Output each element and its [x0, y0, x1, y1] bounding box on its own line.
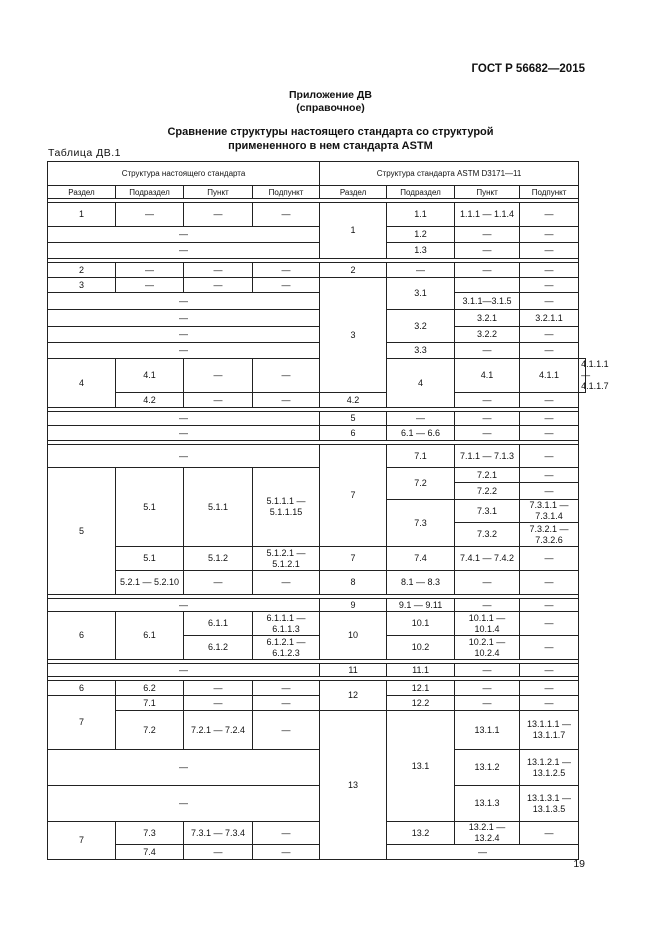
- table-cell: 7.3.1 — 7.3.4: [184, 822, 253, 845]
- table-cell: 7.1: [387, 445, 455, 468]
- table-row: [48, 599, 586, 612]
- table-cell: 8.1 — 8.3: [387, 571, 455, 595]
- table-cell: —: [520, 681, 579, 696]
- table-cell: —: [387, 845, 579, 860]
- table-cell: 6.1 — 6.6: [387, 426, 455, 441]
- table-cell: 4.1: [455, 359, 520, 393]
- standard-id: ГОСТ Р 56682—2015: [471, 63, 585, 75]
- table-row: [48, 750, 586, 786]
- table-cell: 7: [48, 696, 116, 750]
- table-cell: 13.1: [387, 711, 455, 822]
- column-header: Пункт: [184, 186, 253, 199]
- table-cell: —: [48, 327, 320, 343]
- table-cell: —: [520, 393, 579, 408]
- table-cell: 13.1.2.1 — 13.1.2.5: [520, 750, 579, 786]
- table-row: [48, 664, 586, 677]
- table-cell: —: [48, 243, 320, 259]
- table-row: [48, 227, 586, 243]
- table-cell: 7.1.1 — 7.1.3: [455, 445, 520, 468]
- table-cell: —: [520, 822, 579, 845]
- table-cell: —: [387, 412, 455, 426]
- table-cell: —: [253, 278, 320, 293]
- table-cell: 9.1 — 9.11: [387, 599, 455, 612]
- table-cell: —: [455, 426, 520, 441]
- table-row: [48, 681, 586, 696]
- table-cell: —: [184, 571, 253, 595]
- table-cell: —: [184, 393, 253, 408]
- table-cell: —: [520, 426, 579, 441]
- table-cell: —: [520, 547, 579, 571]
- table-row: [48, 393, 586, 408]
- table-cell: —: [387, 263, 455, 278]
- table-cell: —: [455, 664, 520, 677]
- table-cell: 6: [48, 612, 116, 660]
- table-cell: —: [48, 412, 320, 426]
- table-group-header: [48, 162, 586, 186]
- table-cell: —: [48, 786, 320, 822]
- table-cell: 4.1.1: [520, 359, 579, 393]
- table-cell: 3.2.1.1: [520, 310, 579, 327]
- table-cell: 3.2.2: [455, 327, 520, 343]
- table-cell: 6.2: [116, 681, 184, 696]
- table-cell: 8: [320, 571, 387, 595]
- table-cell: —: [520, 412, 579, 426]
- table-cell: 1.1: [387, 203, 455, 227]
- table-cell: 5.1: [116, 547, 184, 571]
- table-row: [48, 278, 586, 293]
- table-cell: 7.3.1.1 — 7.3.1.4: [520, 500, 579, 523]
- table-cell: 3.2: [387, 310, 455, 343]
- table-row: [48, 786, 586, 822]
- table-cell: 13.2: [387, 822, 455, 845]
- table-cell: —: [520, 263, 579, 278]
- table-cell: —: [184, 203, 253, 227]
- table-row: [48, 845, 586, 860]
- group-header-cell: Структура настоящего стандарта: [48, 162, 320, 186]
- table-cell: 13.1.1.1 — 13.1.1.7: [520, 711, 579, 750]
- table-cell: 10.1.1 — 10.1.4: [455, 612, 520, 636]
- table-cell: 11.1: [387, 664, 455, 677]
- appendix-type: (справочное): [296, 102, 365, 114]
- table-cell: 5.2.1 — 5.2.10: [116, 571, 184, 595]
- table-cell: 7.2: [387, 468, 455, 500]
- table-cell: 7.3.2.1 — 7.3.2.6: [520, 523, 579, 547]
- column-header: Подраздел: [387, 186, 455, 199]
- table-cell: 12.1: [387, 681, 455, 696]
- table-cell: 3.1.1—3.1.5: [455, 293, 520, 310]
- table-cell: 3: [48, 278, 116, 293]
- table-cell: 6: [48, 681, 116, 696]
- table-cell: —: [520, 203, 579, 227]
- table-cell: —: [455, 343, 520, 359]
- table-cell: 10: [320, 612, 387, 660]
- table-row: [48, 243, 586, 259]
- table-cell: 3.3: [387, 343, 455, 359]
- table-row: [48, 822, 586, 845]
- table-cell: —: [116, 278, 184, 293]
- table-row: [48, 445, 586, 468]
- table-cell: 1: [320, 203, 387, 259]
- table-cell: —: [520, 468, 579, 483]
- table-cell: —: [48, 599, 320, 612]
- table-cell: 6.1.2: [184, 636, 253, 660]
- table-cell: 13.1.2: [455, 750, 520, 786]
- table-cell: 3.2.1: [455, 310, 520, 327]
- column-header: Подпункт: [520, 186, 579, 199]
- table-cell: 4.1.1.1 — 4.1.1.7: [579, 359, 586, 393]
- table-cell: 12: [320, 681, 387, 711]
- table-cell: 10.2.1 — 10.2.4: [455, 636, 520, 660]
- table-row: [48, 696, 586, 711]
- table-cell: [455, 278, 520, 293]
- table-cell: 4.1: [116, 359, 184, 393]
- table-cell: 7.3: [116, 822, 184, 845]
- table-cell: —: [253, 263, 320, 278]
- table-cell: 6.1: [116, 612, 184, 660]
- table-cell: 7.4: [116, 845, 184, 860]
- table-cell: 7.2.2: [455, 483, 520, 500]
- table-row: [48, 426, 586, 441]
- table-cell: —: [520, 599, 579, 612]
- table-cell: —: [184, 263, 253, 278]
- table-cell: 7.3.1: [455, 500, 520, 523]
- table-cell: —: [520, 243, 579, 259]
- table-cell: —: [455, 571, 520, 595]
- table-cell: 12.2: [387, 696, 455, 711]
- table-cell: 4.2: [320, 393, 387, 408]
- table-cell: 5.1.1.1 — 5.1.1.15: [253, 468, 320, 547]
- table-cell: 4: [387, 359, 455, 408]
- table-cell: 6: [320, 426, 387, 441]
- table-cell: 9: [320, 599, 387, 612]
- table-cell: —: [455, 243, 520, 259]
- table-cell: —: [455, 696, 520, 711]
- table-cell: —: [520, 612, 579, 636]
- page-number: 19: [573, 858, 585, 870]
- table-cell: —: [520, 483, 579, 500]
- table-cell: 7.2: [116, 711, 184, 750]
- table-cell: —: [520, 445, 579, 468]
- table-cell: —: [184, 278, 253, 293]
- table-cell: —: [48, 426, 320, 441]
- table-cell: —: [253, 571, 320, 595]
- table-cell: 5.1.2.1 — 5.1.2.1: [253, 547, 320, 571]
- table-cell: 10.1: [387, 612, 455, 636]
- table-cell: 13.2.1 — 13.2.4: [455, 822, 520, 845]
- table-cell: —: [455, 393, 520, 408]
- table-cell: —: [253, 822, 320, 845]
- table-cell: —: [253, 711, 320, 750]
- table-row: [48, 412, 586, 426]
- table-row: [48, 359, 586, 393]
- table-cell: 5: [48, 468, 116, 595]
- table-cell: 6.1.1: [184, 612, 253, 636]
- table-cell: 7.1: [116, 696, 184, 711]
- table-cell: 7.2.1 — 7.2.4: [184, 711, 253, 750]
- table-cell: —: [455, 412, 520, 426]
- table-cell: 2: [48, 263, 116, 278]
- table-cell: —: [520, 278, 579, 293]
- table-row: [48, 293, 586, 310]
- table-cell: 5: [320, 412, 387, 426]
- table-cell: —: [520, 636, 579, 660]
- table-cell: —: [520, 696, 579, 711]
- table-row: [48, 203, 586, 227]
- table-cell: 7.2.1: [455, 468, 520, 483]
- table-cell: 11: [320, 664, 387, 677]
- table-cell: —: [48, 750, 320, 786]
- table-cell: —: [184, 681, 253, 696]
- group-header-cell: Структура стандарта ASTM D3171—11: [320, 162, 579, 186]
- table-cell: —: [184, 359, 253, 393]
- table-cell: 7.4: [387, 547, 455, 571]
- table-cell: 7.3: [387, 500, 455, 547]
- table-row: [48, 571, 586, 595]
- table-cell: 3: [320, 278, 387, 393]
- table-cell: —: [116, 203, 184, 227]
- table-cell: 1.1.1 — 1.1.4: [455, 203, 520, 227]
- table-cell: 7.3.2: [455, 523, 520, 547]
- table-row: [48, 547, 586, 571]
- comparison-table: [47, 161, 609, 860]
- table-row: [48, 711, 586, 750]
- table-cell: —: [48, 293, 320, 310]
- table-cell: —: [455, 681, 520, 696]
- table-cell: 5.1.1: [184, 468, 253, 547]
- table-row: [48, 612, 586, 636]
- table-cell: —: [253, 845, 320, 860]
- table-cell: 1: [48, 203, 116, 227]
- table-cell: —: [253, 393, 320, 408]
- table-cell: 10.2: [387, 636, 455, 660]
- column-header: Раздел: [48, 186, 116, 199]
- table-cell: —: [116, 263, 184, 278]
- table-cell: —: [520, 664, 579, 677]
- table-cell: —: [253, 359, 320, 393]
- table-row: [48, 310, 586, 327]
- table-cell: 7: [48, 822, 116, 860]
- table-column-header: [48, 186, 586, 199]
- column-header: Пункт: [455, 186, 520, 199]
- column-header: Подраздел: [116, 186, 184, 199]
- column-header: Раздел: [320, 186, 387, 199]
- table-cell: 4.2: [116, 393, 184, 408]
- table-cell: —: [48, 664, 320, 677]
- table-cell: 2: [320, 263, 387, 278]
- table-row: [48, 343, 586, 359]
- table-caption: Таблица ДВ.1: [48, 147, 121, 159]
- table-cell: 7.4.1 — 7.4.2: [455, 547, 520, 571]
- table-cell: 6.1.2.1 — 6.1.2.3: [253, 636, 320, 660]
- table-cell: 7: [320, 547, 387, 571]
- table-cell: —: [455, 227, 520, 243]
- table-cell: —: [520, 343, 579, 359]
- table-cell: —: [520, 571, 579, 595]
- table-cell: —: [184, 845, 253, 860]
- table-cell: —: [520, 227, 579, 243]
- table-cell: 6.1.1.1 — 6.1.1.3: [253, 612, 320, 636]
- table-cell: 3.1: [387, 278, 455, 310]
- table-row: [48, 327, 586, 343]
- table-cell: —: [48, 310, 320, 327]
- table-cell: —: [520, 327, 579, 343]
- table-cell: 13.1.1: [455, 711, 520, 750]
- table-cell: 13.1.3.1 — 13.1.3.5: [520, 786, 579, 822]
- table-cell: —: [48, 227, 320, 243]
- table-cell: 1.2: [387, 227, 455, 243]
- table-cell: 7: [320, 445, 387, 547]
- column-header: Подпункт: [253, 186, 320, 199]
- table-cell: —: [253, 696, 320, 711]
- table-cell: 13: [320, 711, 387, 860]
- table-cell: 13.1.3: [455, 786, 520, 822]
- table-row: [48, 468, 586, 483]
- table-title-line: Сравнение структуры настоящего стандарта со структурой: [167, 126, 494, 138]
- table-cell: —: [48, 445, 320, 468]
- table-cell: —: [455, 263, 520, 278]
- table-cell: 4: [48, 359, 116, 408]
- table-cell: —: [48, 343, 320, 359]
- table-row: [48, 263, 586, 278]
- table-cell: —: [184, 696, 253, 711]
- table-cell: 5.1.2: [184, 547, 253, 571]
- table-cell: —: [455, 599, 520, 612]
- table-title-line: примененного в нем стандарта ASTM: [228, 140, 433, 152]
- table-cell: —: [253, 203, 320, 227]
- table-cell: —: [253, 681, 320, 696]
- table-cell: 1.3: [387, 243, 455, 259]
- appendix-heading: [0, 89, 661, 115]
- table-cell: —: [520, 293, 579, 310]
- table-cell: 5.1: [116, 468, 184, 547]
- appendix-title: Приложение ДВ: [289, 89, 372, 101]
